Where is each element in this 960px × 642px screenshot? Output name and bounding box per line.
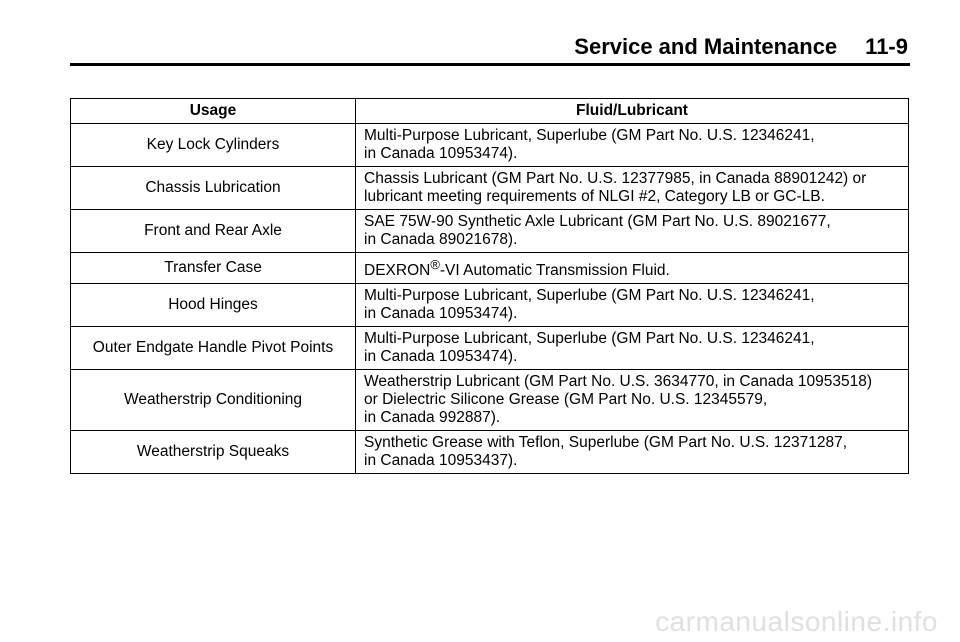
fluid-cell	[356, 327, 909, 370]
header-rule	[70, 63, 910, 66]
fluid-line: Multi-Purpose Lubricant, Superlube (GM Part No. U.S. 12346241,	[364, 330, 815, 348]
column-header-usage: Usage	[71, 99, 356, 124]
section-title: Service and Maintenance	[574, 34, 838, 59]
fluid-line: SAE 75W-90 Synthetic Axle Lubricant (GM Part No. U.S. 89021677,	[364, 213, 831, 230]
fluid-line: Chassis Lubricant (GM Part No. U.S. 12377985, in Canada 88901242) or	[364, 170, 867, 187]
fluid-cell	[356, 431, 909, 474]
watermark: carmanualsonline.info	[655, 606, 938, 637]
registered-mark: ®	[430, 257, 440, 272]
table-row	[71, 253, 909, 284]
fluid-line: in Canada 992887).	[364, 409, 501, 427]
fluid-text-before: DEXRON	[364, 262, 431, 280]
fluid-line: in Canada 10953474).	[364, 145, 518, 162]
fluid-line	[364, 256, 900, 280]
table-row	[71, 210, 909, 253]
table-row	[71, 431, 909, 474]
fluid-line: in Canada 10953474).	[364, 305, 518, 323]
fluid-line: Weatherstrip Lubricant (GM Part No. U.S. 3634770, in Canada 10953518)	[364, 373, 873, 391]
column-header-fluid: Fluid/Lubricant	[356, 99, 909, 124]
table-header-row	[71, 99, 909, 124]
fluid-line: in Canada 89021678).	[364, 231, 518, 248]
usage-cell: Weatherstrip Conditioning	[71, 370, 356, 431]
fluid-line: in Canada 10953474).	[364, 348, 518, 366]
fluid-cell	[356, 124, 909, 167]
table-row	[71, 167, 909, 210]
page-number: 11-9	[865, 34, 908, 59]
fluid-line: or Dielectric Silicone Grease (GM Part No. U.S. 12345579,	[364, 391, 768, 409]
fluid-cell	[356, 167, 909, 210]
usage-cell: Transfer Case	[71, 253, 356, 284]
table-row	[71, 370, 909, 431]
usage-cell: Weatherstrip Squeaks	[71, 431, 356, 474]
table-row	[71, 124, 909, 167]
fluid-line: lubricant meeting requirements of NLGI #2, Category LB or GC-LB.	[364, 188, 825, 205]
fluid-text-after: -VI Automatic Transmission Fluid.	[439, 262, 670, 280]
page-header	[574, 34, 908, 60]
fluid-cell	[356, 210, 909, 253]
fluid-line: Multi-Purpose Lubricant, Superlube (GM Part No. U.S. 12346241,	[364, 127, 815, 144]
fluid-line: Synthetic Grease with Teflon, Superlube (GM Part No. U.S. 12371287,	[364, 434, 848, 452]
fluid-cell	[356, 370, 909, 431]
fluid-line: in Canada 10953437).	[364, 452, 518, 470]
table-row	[71, 327, 909, 370]
fluids-lubricants-table	[70, 98, 909, 474]
usage-cell: Key Lock Cylinders	[71, 124, 356, 167]
table-row	[71, 284, 909, 327]
usage-cell: Front and Rear Axle	[71, 210, 356, 253]
fluid-line: Multi-Purpose Lubricant, Superlube (GM Part No. U.S. 12346241,	[364, 287, 815, 305]
usage-cell: Chassis Lubrication	[71, 167, 356, 210]
fluid-cell	[356, 253, 909, 284]
fluid-cell	[356, 284, 909, 327]
usage-cell: Outer Endgate Handle Pivot Points	[71, 327, 356, 370]
usage-cell: Hood Hinges	[71, 284, 356, 327]
